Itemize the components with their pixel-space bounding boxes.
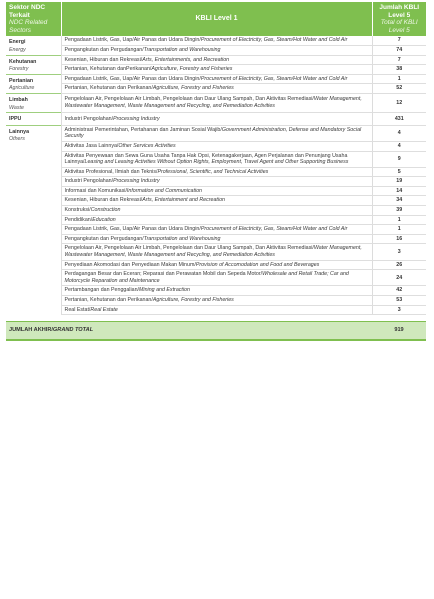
table-row <box>6 270 426 286</box>
header-count: Jumlah KBLI Level 5 Total of KBLI Level 5 <box>372 2 426 36</box>
kbli-name-en: Procurement of Electricity, Gas, Steam/Hot Water and Cold Air <box>200 75 348 82</box>
sector-name-en: Agriculture <box>9 85 35 92</box>
kbli-count: 9 <box>372 151 426 167</box>
kbli-cell <box>61 93 372 112</box>
kbli-cell <box>61 215 372 225</box>
kbli-name-en: Agriculture, Forestry and Fisheries <box>152 297 234 303</box>
kbli-table <box>6 2 426 341</box>
sector-name: Energi <box>9 39 26 46</box>
kbli-name: Informasi dan Komunikasi/ <box>64 187 127 194</box>
table-row <box>6 141 426 151</box>
table-row <box>6 296 426 306</box>
kbli-count: 1 <box>372 225 426 235</box>
kbli-cell <box>61 55 372 65</box>
kbli-cell <box>61 65 372 75</box>
spacer-cell <box>6 315 426 322</box>
table-row <box>6 186 426 196</box>
kbli-name: Administrasi Pemerintahan, Pertahanan dan Jaminan Sosial Wajib/ <box>64 126 222 133</box>
kbli-cell <box>61 177 372 187</box>
kbli-cell <box>61 260 372 270</box>
table-header-row <box>6 2 426 36</box>
table-row <box>6 196 426 206</box>
kbli-name-en: Processing Industry <box>113 115 160 122</box>
table-row <box>6 74 426 84</box>
kbli-count: 7 <box>372 36 426 45</box>
table-body <box>6 36 426 321</box>
table-row <box>6 215 426 225</box>
kbli-name: Kesenian, Hiburan dan Rekreasi/ <box>64 197 143 204</box>
kbli-name-en: Water Management, Wastewater Management, Waste Management and Recycling, and Remediation Activities <box>64 96 362 110</box>
kbli-cell <box>61 36 372 45</box>
kbli-name-en: Water Management, Wastewater Management, Waste Management and Recycling, and Remediation Activities <box>64 245 362 259</box>
kbli-name-en: Education <box>92 216 116 223</box>
kbli-cell <box>61 45 372 55</box>
table-row <box>6 65 426 75</box>
kbli-name-en: Arts, Entertainment and Recreation <box>142 197 225 204</box>
sector-name-en: Waste <box>9 104 24 111</box>
kbli-name-en: Procurement of Electricity, Gas, Steam/Hot Water and Cold Air <box>200 226 348 233</box>
sector-name: Lainnya <box>9 128 30 135</box>
kbli-name: Pengadaan Listrik, Gas, Uap/Air Panas dan Udara Dingin/ <box>64 37 201 44</box>
table-row <box>6 125 426 141</box>
kbli-count: 4 <box>372 141 426 151</box>
table-row <box>6 36 426 45</box>
sector-cell <box>6 55 61 74</box>
kbli-name-en: Agriculture, Forestry and Fisheries <box>152 85 234 92</box>
sector-name-en: Forestry <box>9 66 29 73</box>
kbli-count: 5 <box>372 167 426 177</box>
kbli-count: 24 <box>372 270 426 286</box>
kbli-cell <box>61 141 372 151</box>
sector-name: Pertanian <box>9 77 34 84</box>
kbli-count: 7 <box>372 55 426 65</box>
kbli-count: 52 <box>372 84 426 94</box>
kbli-name-en: Leasing and Leasing Activities Without Option Rights, Employment, Travel Agent and Other Supporting Business <box>84 159 349 166</box>
kbli-name: Industri Pengolahan/ <box>64 178 114 185</box>
kbli-name-en: Real Estate <box>90 306 118 313</box>
kbli-name: Pengelolaan Air, Pengelolaan Air Limbah, Pengelolaan dan Daur Ulang Sampah, Dan Aktivitas Remediasi/ <box>64 96 314 103</box>
table-row <box>6 260 426 270</box>
kbli-name-en: Processing Industry <box>113 178 160 185</box>
kbli-count: 1 <box>372 215 426 225</box>
kbli-cell <box>61 151 372 167</box>
kbli-name: Pertambangan dan Penggalian/ <box>64 287 140 294</box>
kbli-count: 42 <box>372 286 426 296</box>
kbli-cell <box>61 270 372 286</box>
sector-cell <box>6 36 61 55</box>
kbli-name-en: Mining and Extraction <box>139 287 190 294</box>
sector-name: Kehutanan <box>9 58 37 65</box>
kbli-count: 3 <box>372 244 426 260</box>
kbli-cell <box>61 196 372 206</box>
kbli-name: Pengelolaan Air, Pengelolaan Air Limbah, Pengelolaan dan Daur Ulang Sampah, Dan Aktivitas Remediasi/ <box>64 245 314 252</box>
table-row <box>6 206 426 216</box>
kbli-count: 39 <box>372 206 426 216</box>
kbli-name: Penyediaan Akomodasi dan Penyediaan Makan Minum/ <box>64 261 196 268</box>
kbli-cell <box>61 225 372 235</box>
kbli-name: Pertanian, Kehutanan dan Perikanan/ <box>64 297 153 303</box>
kbli-name-en: Procurement of Electricity, Gas, Steam/Hot Water and Cold Air <box>200 37 348 44</box>
kbli-name-en: Transportation and Warehousing <box>143 46 221 53</box>
header-kbli: KBLI Level 1 <box>61 2 372 36</box>
kbli-name: Pengangkutan dan Pergudangan/ <box>64 46 144 53</box>
kbli-cell <box>61 74 372 84</box>
kbli-count: 34 <box>372 196 426 206</box>
kbli-name-en: Transportation and Warehousing <box>143 235 221 242</box>
sector-name: Limbah <box>9 96 28 103</box>
table-row <box>6 225 426 235</box>
table-row <box>6 286 426 296</box>
kbli-name: Industri Pengolahan/ <box>64 115 114 122</box>
kbli-name-en: Other Services Activities <box>118 142 176 149</box>
kbli-name-en: Arts, Entertainments, and Recreation <box>142 56 230 63</box>
table-row <box>6 93 426 112</box>
kbli-name-en: Agriculture, Forestry and Fisheries <box>151 66 233 73</box>
kbli-cell <box>61 234 372 244</box>
table-row <box>6 305 426 315</box>
kbli-count: 431 <box>372 113 426 126</box>
kbli-name: Konstruksi/ <box>64 207 91 214</box>
kbli-name-en: Government Administration, Defense and Mandatory Social Security <box>64 126 362 140</box>
kbli-name-en: Provision of Accomodation and Food and Beverages <box>195 261 320 268</box>
header-count-en: Total of KBLI Level 5 <box>380 19 418 34</box>
sector-name: IPPU <box>9 116 22 123</box>
kbli-cell <box>61 113 372 126</box>
grand-total-label: JUMLAH AKHIR/GRAND TOTAL <box>6 322 372 341</box>
table-row <box>6 113 426 126</box>
kbli-name: Aktivitas Profesional, Ilmiah dan Teknis/ <box>64 168 158 175</box>
kbli-count: 74 <box>372 45 426 55</box>
sector-cell <box>6 125 61 314</box>
kbli-count: 16 <box>372 234 426 244</box>
kbli-cell <box>61 186 372 196</box>
kbli-cell <box>61 84 372 94</box>
kbli-name: Pertanian, Kehutanan dan Perikanan/ <box>64 85 153 92</box>
kbli-cell <box>61 206 372 216</box>
table-row <box>6 167 426 177</box>
kbli-cell <box>61 305 372 315</box>
kbli-cell <box>61 296 372 306</box>
kbli-name: Pengadaan Listrik, Gas, Uap/Air Panas dan Udara Dingin/ <box>64 75 201 82</box>
kbli-name: Pengadaan Listrik, Gas, Uap/Air Panas dan Udara Dingin/ <box>64 226 201 233</box>
grand-total-count: 919 <box>372 322 426 341</box>
kbli-count: 38 <box>372 65 426 75</box>
table-row <box>6 45 426 55</box>
header-sector: Sektor NDC Terkait NDC Related Sectors <box>6 2 61 36</box>
kbli-name: Pengangkutan dan Pergudangan/ <box>64 235 144 242</box>
grand-total-row <box>6 322 426 341</box>
header-sector-en: NDC Related Sectors <box>9 19 48 34</box>
kbli-name: Aktivitas Penyewaan dan Sewa Guna Usaha Tanpa Hak Opsi, Ketenagakerjaan, Agen Perjalanan dan Penunjang Usaha Lainnya/ <box>64 152 348 166</box>
kbli-name-en: Construction <box>90 207 121 214</box>
kbli-count: 53 <box>372 296 426 306</box>
kbli-count: 26 <box>372 260 426 270</box>
sector-name-en: Energy <box>9 46 26 53</box>
kbli-table-wrapper <box>6 2 426 341</box>
kbli-name-en: Professional, Scientific, and Technical Activities <box>157 168 269 175</box>
kbli-name: Pendidikan/ <box>64 216 93 223</box>
spacer-row <box>6 315 426 322</box>
table-row <box>6 55 426 65</box>
kbli-name: Aktivitas Jasa Lainnya/ <box>64 142 119 149</box>
kbli-name: Kesenian, Hiburan dan Rekreasi/ <box>64 56 143 63</box>
kbli-count: 19 <box>372 177 426 187</box>
table-row <box>6 244 426 260</box>
table-row <box>6 151 426 167</box>
table-row <box>6 84 426 94</box>
sector-cell <box>6 93 61 112</box>
kbli-count: 14 <box>372 186 426 196</box>
kbli-count: 1 <box>372 74 426 84</box>
sector-name-en: Others <box>9 136 25 143</box>
table-row <box>6 177 426 187</box>
table-row <box>6 234 426 244</box>
kbli-count: 3 <box>372 305 426 315</box>
kbli-name-en: Information and Communication <box>126 187 202 194</box>
kbli-count: 4 <box>372 125 426 141</box>
kbli-name: Perdagangan Besar dan Eceran; Reparasi dan Perawatan Mobil dan Sepeda Motor/ <box>64 271 263 278</box>
kbli-cell <box>61 286 372 296</box>
kbli-name: Real Estat/ <box>64 306 91 313</box>
sector-cell <box>6 113 61 126</box>
kbli-name-en: Wholesale and Retail Trade; Car and Motorcycle Reparation and Maintenance <box>64 271 349 284</box>
kbli-cell <box>61 167 372 177</box>
kbli-name: Pertanian, Kehutanan danPerikanan/ <box>64 66 152 73</box>
kbli-count: 12 <box>372 93 426 112</box>
kbli-cell <box>61 244 372 260</box>
kbli-cell <box>61 125 372 141</box>
sector-cell <box>6 74 61 93</box>
